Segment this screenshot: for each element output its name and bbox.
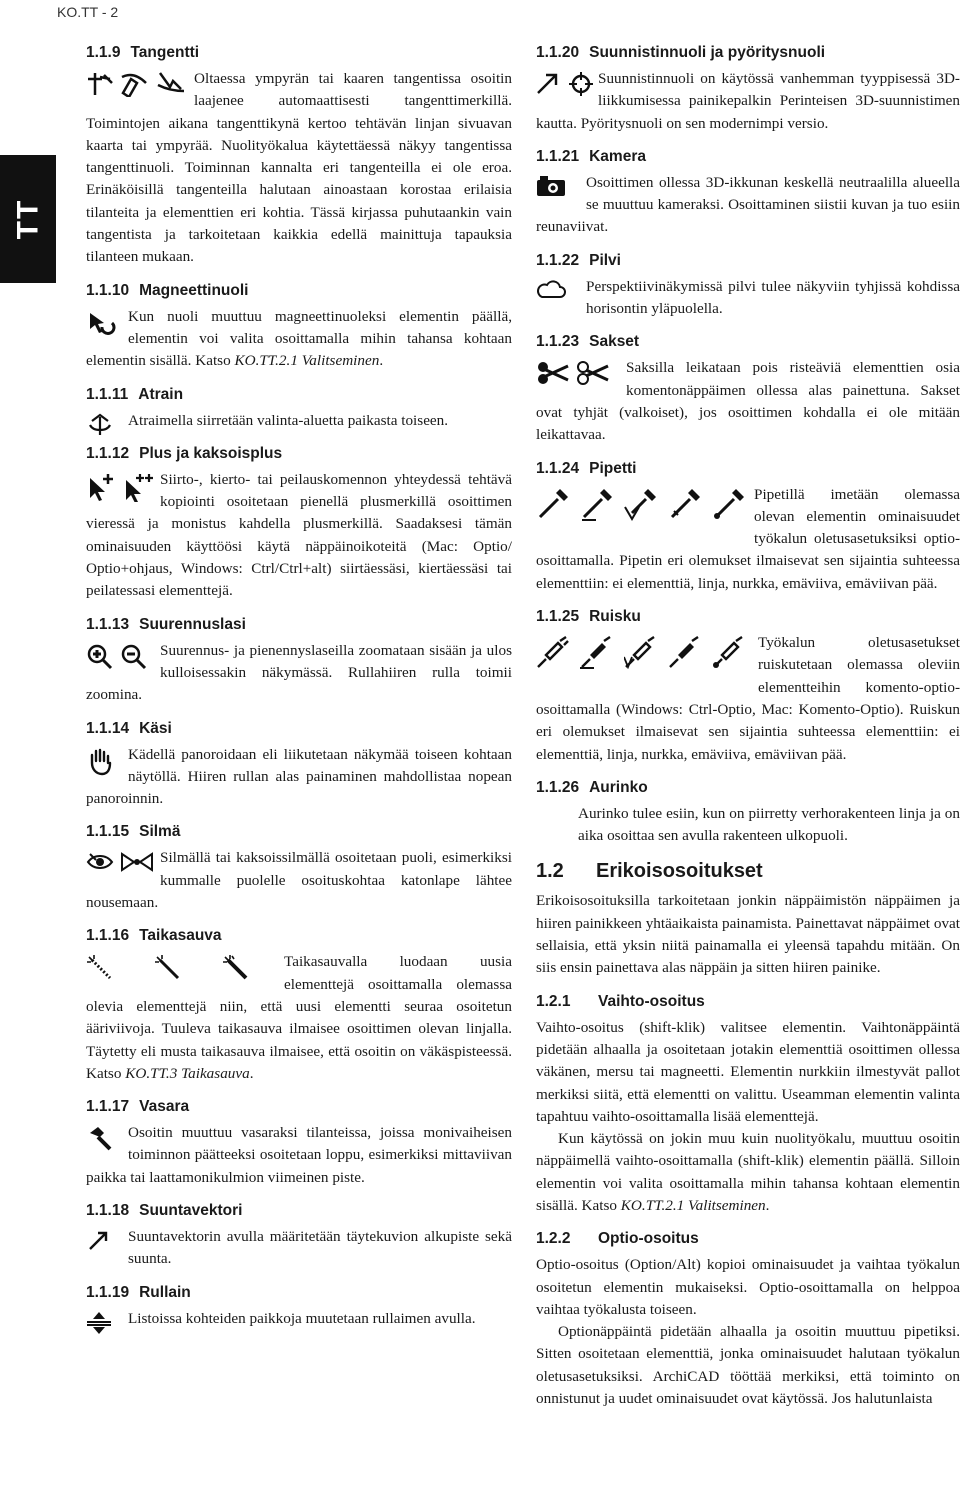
section-heading xyxy=(86,1282,512,1304)
section-heading xyxy=(86,280,512,302)
section-title: Aurinko xyxy=(589,778,648,796)
section-text: Silmällä tai kaksoissilmällä osoitetaan puoli, esimerkiksi kummalle puolelle osoituskohtaa katonlape lähtee nousemaan. xyxy=(86,849,512,912)
section-title: Rullain xyxy=(139,1283,191,1301)
magic-wand-filled-icon xyxy=(222,954,250,982)
cloud-icon xyxy=(536,279,566,299)
eyedropper-icons xyxy=(536,484,754,531)
section-text: Suuntavektorin avulla määritetään täytekuvion alkupiste sekä suunta. xyxy=(128,1227,512,1268)
section-heading xyxy=(86,614,512,636)
section-heading xyxy=(536,777,960,799)
trident-icons xyxy=(86,410,128,437)
section-number: 1.1.10 xyxy=(86,281,130,299)
section-title: Suuntavektori xyxy=(139,1201,243,1219)
cloud-icons xyxy=(536,276,586,319)
section-heading xyxy=(536,1228,960,1250)
section-heading xyxy=(536,991,960,1013)
section-number: 1.2.2 xyxy=(536,1230,571,1248)
section-heading xyxy=(86,718,512,740)
magic-wand-line-icon xyxy=(154,954,182,982)
section-heading xyxy=(536,458,960,480)
eyedropper-endpoint-icon xyxy=(712,487,746,521)
text-body: Taikasauvalla luodaan uusia elementtejä osoittamalla olemassa olevia elementtejä niin, että uusi elementti seuraa osoitetun ääriviivoja. Tuuleva taikasauva ilmaisee osoittimen olevan linjalla. Täytetty eli musta taikasauva ilmaisee, että osoitin on väkäspisteessä. Katso xyxy=(86,953,512,1082)
cross-reference: KO.TT.3 Taikasauva xyxy=(125,1064,250,1082)
section-text: Aurinko tulee esiin, kun on piirretty verhorakenteen linja ja on aika osoittaa sen avulla rakenteen ulkopuoli. xyxy=(578,804,960,845)
section-text: Siirto-, kierto- tai peilauskomennon yhteydessä tehtävä kopiointi osoitetaan pienellä plusmerkillä osoittimen vieressä ja monistus kahdella plusmerkillä. Saadaksesi tämän ominaisuuden käyttöösi käytä näppäinoikoteitä (Mac: Optio/ Optio+ohjaus, Windows: Ctrl/Ctrl+alt) siirtäessäsi, kiertäessäsi tai peilatessasi elementtejä. xyxy=(86,470,512,600)
section-number: 1.1.19 xyxy=(86,1283,130,1301)
section-number: 1.1.16 xyxy=(86,927,130,945)
magic-wand-icons xyxy=(86,951,284,994)
section-tangentti xyxy=(86,42,512,269)
section-text: Optio-osoitus (Option/Alt) kopioi ominaisuudet ja vaihtaa työkalun osoitetun elementin mukaiseksi. Optio-osoittamalla on helppoa vaihtaa työkalusta toiseen. xyxy=(536,1256,960,1318)
section-title: Käsi xyxy=(139,719,172,737)
section-number: 1.1.12 xyxy=(86,444,130,462)
section-title: Suunnistinnuoli ja pyöritysnuoli xyxy=(589,44,826,61)
scroller-icon xyxy=(86,1311,112,1335)
section-number: 1.2.1 xyxy=(536,992,571,1010)
section-number: 1.1.26 xyxy=(536,778,580,796)
section-text-2: Optionäppäintä pidetään alhaalla ja osoitin muuttuu pipetiksi. Sitten osoitetaan elementtiä, jonka ominaisuudet halutaan työkalun oletusasetuksiksi. ArchiCAD tööttää merkiksi, että toiminto on onnistunut ja uudet ominaisuudet ovat käytössä. Jos halutunlaista xyxy=(536,1323,960,1408)
section-text: Suurennus- ja pienennyslaseilla zoomataan sisään ja ulos kulloisessakin näkymässä. Rullahiiren rulla toimii zoomina. xyxy=(86,641,512,704)
section-text xyxy=(86,306,512,373)
section-optio-osoitus xyxy=(536,1228,960,1410)
section-text: Vaihto-osoitus (shift-klik) valitsee elementin. Vaihtonäppäintä pidetään alhaalla ja osoitetaan jotakin elementtiä osoittimen ollessa väkänen, mersu tai magneetti. Elementin nurkkiin ilmestyvät pallot merkiksi siitä, että elementti on valittu. Useamman elementin valinta tapahtuu vaihto-osoittamalla lisää elementtejä. xyxy=(536,1018,960,1125)
section-heading xyxy=(86,443,512,465)
section-text: Osoittimen ollessa 3D-ikkunan keskellä neutraalilla alueella se muuttuu kameraksi. Osoittaminen siistii kuvan ja tuo esiin reunaviivat. xyxy=(536,173,960,236)
section-number: 1.1.13 xyxy=(86,615,130,633)
orbit-arrow-icon xyxy=(568,71,594,97)
hand-icons xyxy=(86,744,128,787)
section-heading xyxy=(536,606,960,628)
text-body: Kun käytössä on jokin muu kuin nuolityökalu, muuttuu osoitin näppäimellä vaihto-osoittamalla (shift-klik) elementin päällä. Silloin elementin voi valita osoittamalla mihin tahansa kohtaan elementin sisällä. Katso xyxy=(536,1130,960,1214)
section-magneettinuoli xyxy=(86,280,512,373)
cross-reference: KO.TT.2.1 Valitseminen xyxy=(620,1196,766,1214)
tangent-pen-icon xyxy=(120,71,150,97)
section-number: 1.1.20 xyxy=(536,44,580,61)
side-tab-label: TT xyxy=(11,198,44,240)
section-heading xyxy=(86,384,512,406)
left-column xyxy=(86,42,512,1341)
scroller-icons xyxy=(86,1308,128,1337)
section-text: Oltaessa ympyrän tai kaaren tangentissa osoitin laajenee automaattisesti tangenttimerkillä. Toimintojen aikana tangenttikynä kertoo tehtävän linjan sivuavan kaarta tai ympyrää. Nuolityökalua käytettäessä näkyy tangentissa tangenttinuoli. Toiminnan kannalta eri tangenteilla ei ole eroa. Erinäköisillä tangenteilla halutaan ainoastaan korostaa erilaisia tilanteita ja elementtien eri kohtia. Tässä kirjassa puhutaankin vain tangentista ja tarkoitetaan kaikkia edellä mainittuja tapauksia tilanteen mukaan. xyxy=(86,70,512,266)
tangent-cross-icon xyxy=(86,71,114,97)
section-number: 1.1.22 xyxy=(536,251,580,269)
section-text: Pipetillä imetään olemassa olevan elementin ominaisuudet työkalun oletusasetuksiksi optio-osoittamalla. Pipetin eri olemukset ilmaisevat sen sijaintia suhteessa elementtiin: ei elementtiä, linja, nurkka, emäviiva, emäviivan pää. xyxy=(536,485,960,592)
syringe-corner-icon xyxy=(624,635,658,669)
section-suuntavektori xyxy=(86,1200,512,1271)
zoom-out-icon xyxy=(120,643,148,671)
navigator-icons xyxy=(536,68,598,111)
syringe-edge-icon xyxy=(668,635,702,669)
chapter-title: Erikoisosoitukset xyxy=(596,860,763,883)
section-sakset xyxy=(536,331,960,446)
right-column xyxy=(536,42,960,1421)
section-vasara xyxy=(86,1096,512,1189)
chapter-number: 1.2 xyxy=(536,860,564,883)
hammer-icon xyxy=(86,1125,114,1153)
eye-icons xyxy=(86,847,160,890)
syringe-icons xyxy=(536,632,758,679)
section-pilvi xyxy=(536,250,960,321)
section-suunnistinnuoli xyxy=(536,42,960,135)
section-suurennuslasi xyxy=(86,614,512,707)
section-text: Työkalun oletusasetukset ruiskutetaan olemassa oleviin elementteihin komento-optio-osoittamalla (Windows: Ctrl-Optio, Mac: Komento-Optio). Ruiskun eri olemukset ilmaisevat sen sijaintia suhteessa elementtiin: ei elementtiä, linja, nurkka, emäviiva, emäviivan pää. xyxy=(536,634,960,763)
double-plus-arrow-icon xyxy=(122,472,156,502)
eye-icon xyxy=(86,850,114,874)
syringe-line-icon xyxy=(580,635,614,669)
syringe-endpoint-icon xyxy=(712,635,746,669)
section-heading xyxy=(86,821,512,843)
text-body: Kun nuoli muuttuu magneettinuoleksi elementin päällä, elementin voi valita osoittamalla mihin tahansa kohtaan elementin sisällä. Katso xyxy=(86,307,512,370)
side-tab xyxy=(0,155,56,283)
section-number: 1.1.25 xyxy=(536,608,580,626)
section-title: Pipetti xyxy=(589,459,637,477)
empty-scissors-icon xyxy=(576,360,610,386)
camera-icons xyxy=(536,172,586,215)
eyedropper-icon xyxy=(536,487,570,521)
section-number: 1.1.21 xyxy=(536,147,580,165)
section-pipetti xyxy=(536,458,960,595)
section-title: Taikasauva xyxy=(139,927,222,945)
section-title: Silmä xyxy=(139,823,181,841)
section-title: Kamera xyxy=(589,147,646,165)
double-eye-icon xyxy=(120,850,154,874)
section-title: Vasara xyxy=(139,1098,190,1116)
direction-vector-icons xyxy=(86,1226,128,1269)
magnet-arrow-icons xyxy=(86,306,128,349)
hammer-icons xyxy=(86,1122,128,1165)
zoom-icons xyxy=(86,640,160,683)
section-taikasauva xyxy=(86,925,512,1085)
eyedropper-line-icon xyxy=(580,487,614,521)
section-heading xyxy=(536,42,960,64)
magnet-arrow-icon xyxy=(86,309,116,339)
section-kasi xyxy=(86,718,512,811)
section-text: Osoitin muuttuu vasaraksi tilanteissa, joissa monivaiheisen toiminnon päätteeksi osoitetaan loppu, esimerkiksi mittaviivan paikka tai laattamonikulmion viimeinen piste. xyxy=(86,1124,512,1186)
section-heading xyxy=(86,1200,512,1222)
scissors-icon xyxy=(536,360,570,386)
section-heading xyxy=(536,250,960,272)
section-title: Atrain xyxy=(138,385,184,403)
section-text: Atraimella siirretään valinta-aluetta paikasta toiseen. xyxy=(128,411,449,429)
section-title: Sakset xyxy=(589,333,640,351)
section-silma xyxy=(86,821,512,914)
section-title: Optio-osoitus xyxy=(598,1230,699,1248)
text-end: . xyxy=(379,352,384,370)
section-title: Vaihto-osoitus xyxy=(598,992,705,1010)
section-number: 1.1.9 xyxy=(86,44,121,61)
section-number: 1.1.24 xyxy=(536,459,580,477)
section-text: Erikoisosoituksilla tarkoitetaan jonkin näppäimistön näppäimen ja hiiren painikkeen yhtäaikaista painamista. Painettavat näppäimet ovat sellaisia, että yksin niitä painamalla ei yleensä tapahdu mitään. On siis ensin painettava alas näppäin ja sitten hiiren painike. xyxy=(536,892,960,977)
section-title: Pilvi xyxy=(589,251,621,269)
section-heading xyxy=(536,331,960,353)
zoom-in-icon xyxy=(86,643,114,671)
magic-wand-dotted-icon xyxy=(86,954,114,982)
section-title: Plus ja kaksoisplus xyxy=(139,444,283,462)
cross-reference: KO.TT.2.1 Valitseminen xyxy=(234,352,380,370)
section-heading xyxy=(536,146,960,168)
section-number: 1.1.23 xyxy=(536,333,580,351)
section-heading xyxy=(86,1096,512,1118)
section-number: 1.1.15 xyxy=(86,823,130,841)
section-text: Perspektiivinäkymissä pilvi tulee näkyviin tyhjissä kohdissa horisontin yläpuolella. xyxy=(586,277,960,318)
chapter-heading xyxy=(536,858,960,884)
eyedropper-corner-icon xyxy=(624,487,658,521)
tangent-arrow-icon xyxy=(156,71,186,97)
section-number: 1.1.17 xyxy=(86,1098,130,1116)
section-title: Tangentti xyxy=(130,44,200,61)
hand-icon xyxy=(86,747,116,777)
direction-vector-icon xyxy=(86,1229,110,1253)
eyedropper-edge-icon xyxy=(668,487,702,521)
syringe-icon xyxy=(536,635,570,669)
trident-icon xyxy=(86,413,114,437)
section-erikoisosoitukset xyxy=(536,858,960,979)
section-vaihto-osoitus xyxy=(536,991,960,1218)
plus-cursor-icons xyxy=(86,469,160,512)
section-text-2 xyxy=(536,1128,960,1217)
section-ruisku xyxy=(536,606,960,766)
section-number: 1.1.14 xyxy=(86,719,130,737)
section-atrain xyxy=(86,384,512,432)
section-plus xyxy=(86,443,512,603)
camera-icon xyxy=(536,175,566,197)
section-text: Listoissa kohteiden paikkoja muutetaan rullaimen avulla. xyxy=(128,1309,476,1327)
text-end: . xyxy=(249,1064,254,1082)
section-rullain xyxy=(86,1282,512,1330)
section-heading xyxy=(86,925,512,947)
section-number: 1.1.18 xyxy=(86,1201,130,1219)
section-title: Suurennuslasi xyxy=(139,615,246,633)
section-text: Suunnistinnuoli on käytössä vanhemman tyyppisessä 3D-liikkumisessa painikepalkin Perinteisen 3D-suunnistimen kautta. Pyöritysnuoli on sen modernimpi versio. xyxy=(536,70,960,132)
section-aurinko xyxy=(536,777,960,848)
plus-arrow-icon xyxy=(86,472,116,502)
scissors-icons xyxy=(536,357,626,400)
navigator-arrow-icon xyxy=(536,71,562,95)
section-kamera xyxy=(536,146,960,239)
section-text: Kädellä panoroidaan eli liikutetaan näkymää toiseen kohtaan näytöllä. Hiiren rullan alas painaminen mahdollistaa nopean panoroinnin. xyxy=(86,745,512,808)
tangent-icons xyxy=(86,68,194,111)
section-number: 1.1.11 xyxy=(86,385,129,403)
section-title: Magneettinuoli xyxy=(139,281,249,299)
page-header: KO.TT - 2 xyxy=(57,4,119,20)
text-end: . xyxy=(765,1196,770,1214)
section-title: Ruisku xyxy=(589,608,641,626)
section-text: Saksilla leikataan pois risteäviä elementtien osia komentonäppäimen ollessa alas painettuna. Sakset ovat tyhjät (valkoiset), jos osoittimen kohdalla ei ole mitään leikattavaa. xyxy=(536,359,960,444)
section-heading xyxy=(86,42,512,64)
